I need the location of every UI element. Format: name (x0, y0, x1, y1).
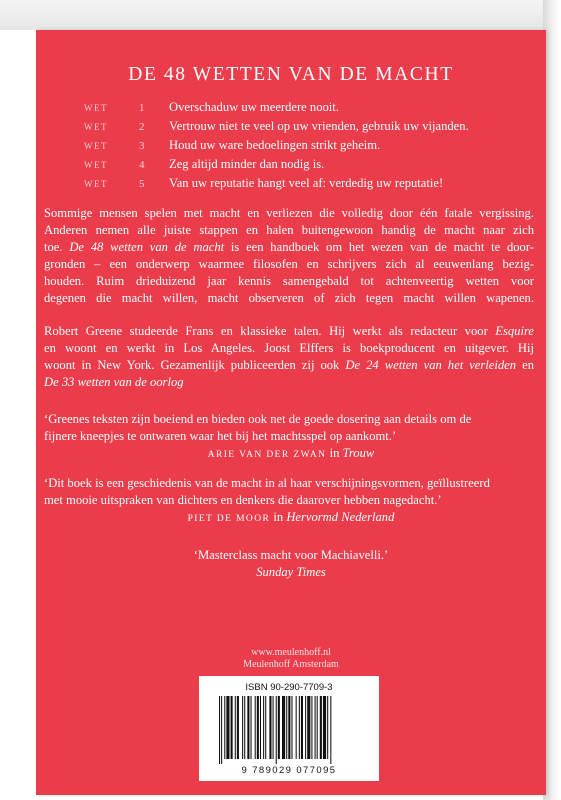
bio-line (44, 374, 534, 391)
description-line: gronden – een onderwerp waarmee filosofen en schrijvers zich al eeuwenlang bezig- (44, 257, 534, 271)
text-fragment: Robert Greene studeerde Frans en klassieke talen. Hij werkt als redacteur voor (44, 324, 488, 338)
law-item (84, 138, 534, 157)
barcode-bar (299, 696, 300, 759)
law-text: Zeg altijd minder dan nodig is. (169, 157, 325, 171)
barcode-bar (301, 696, 303, 759)
description-line: houden. Ruim drieduizend jaar kennis samengebald tot achtenveertig wetten voor (44, 274, 534, 288)
barcode-bar (286, 696, 287, 759)
background-top-edge (0, 0, 561, 30)
barcode-bar (278, 696, 280, 759)
barcode-bar (257, 696, 259, 759)
description-line: Sommige mensen spelen met macht en verliezen die volledig door één fatale vergissing. (44, 206, 534, 220)
barcode-bar (231, 696, 233, 759)
text-fragment: is een handboek om het wezen van de macht te door- (230, 240, 534, 254)
barcode-bar (315, 696, 316, 759)
barcode-bar (263, 696, 264, 759)
barcode-bar (219, 696, 220, 764)
review-quote (44, 411, 538, 464)
law-text: Houd uw ware bedoelingen strikt geheim. (169, 138, 381, 152)
law-item (84, 157, 534, 176)
back-cover (36, 30, 546, 795)
quote-line: met mooie uitspraken van dichters en denkers die daarover hebben nagedacht.’ (44, 493, 442, 507)
law-number: 3 (139, 140, 145, 152)
barcode-bar (242, 696, 243, 759)
law-number: 2 (139, 121, 145, 133)
law-label: WET (84, 160, 108, 170)
barcode-bar (247, 696, 249, 759)
law-item (84, 100, 534, 119)
barcode-bar (305, 696, 306, 759)
barcode-icon (217, 696, 361, 764)
reviewer-name: PIET DE MOOR (187, 514, 271, 524)
laws-list (84, 100, 534, 195)
barcode-bar (244, 696, 245, 759)
quote-attribution (44, 445, 538, 464)
barcode-bar (296, 696, 297, 759)
quote-line: fijnere kneepjes te ontwaren waar het bij het machtsspel op aankomt.’ (44, 429, 397, 443)
description-line: Anderen nemen alle juiste stappen en halen buitengewoon handig de macht naar zich (44, 223, 534, 237)
barcode-bar (251, 696, 252, 759)
quote-line: ‘Greenes teksten zijn boeiend en bieden ook net de goede dosering aan details om de (44, 412, 472, 426)
text-fragment: in (329, 446, 340, 460)
publisher-name: Meulenhoff Amsterdam (243, 659, 339, 670)
law-text: Overschaduw uw meerdere nooit. (169, 100, 339, 114)
text-fragment: toe. (44, 240, 63, 254)
barcode-bar (282, 696, 285, 759)
barcode-bar (288, 696, 290, 759)
publication-name: Trouw (342, 446, 375, 460)
bio-line (44, 323, 534, 340)
barcode-bar (265, 696, 266, 759)
book-title-reference: De 48 wetten van de macht (69, 240, 225, 254)
review-quote (36, 547, 546, 581)
law-item (84, 119, 534, 138)
book-description (44, 205, 534, 307)
law-number: 1 (139, 102, 145, 114)
law-label: WET (84, 122, 108, 132)
law-text: Vertrouw niet te veel op uw vrienden, gebruik uw vijanden. (169, 119, 469, 133)
bio-line (44, 357, 534, 374)
publication-name: Sunday Times (256, 565, 326, 579)
law-number: 5 (139, 178, 145, 190)
publication-name: Hervormd Nederland (286, 510, 395, 524)
barcode-bar (226, 696, 229, 759)
barcode-bar (260, 696, 261, 759)
law-label: WET (84, 141, 108, 151)
description-line (44, 239, 534, 256)
description-line: degenen die macht willen, macht observeren of zich tegen macht willen wapenen. (44, 291, 534, 305)
magazine-title: Esquire (495, 324, 534, 338)
barcode-bar (255, 696, 256, 759)
law-number: 4 (139, 159, 145, 171)
author-bio (44, 323, 534, 391)
publisher-url: www.meulenhoff.nl (251, 647, 331, 658)
barcode-bar (235, 696, 236, 759)
barcode-bar (320, 696, 322, 759)
barcode-sticker (199, 676, 379, 781)
quote-attribution (44, 509, 538, 528)
barcode-bar (307, 696, 310, 759)
barcode-bar (273, 696, 274, 759)
book-title: DE 48 WETTEN VAN DE MACHT (128, 64, 454, 85)
barcode-bar (330, 696, 331, 764)
quote-attribution (36, 564, 546, 581)
barcode-bar (276, 696, 277, 764)
barcode-bar (237, 696, 239, 759)
quote-line: ‘Masterclass macht voor Machiavelli.’ (193, 548, 389, 562)
barcode-bar (317, 696, 318, 759)
text-fragment: woont in New York. Gezamenlijk publiceerden zij ook (44, 358, 340, 372)
barcode-bar (221, 696, 222, 764)
law-text: Van uw reputatie hangt veel af: verdedig uw reputatie! (169, 176, 444, 190)
barcode-bar (311, 696, 312, 759)
bio-line: en woont en werkt in Los Angeles. Joost Elffers is boekproducent en uitgever. Hij (44, 341, 534, 355)
publisher-info (36, 647, 546, 671)
law-item (84, 176, 534, 195)
text-fragment: en (522, 358, 534, 372)
barcode-bar (269, 696, 271, 759)
barcode-bar (323, 696, 326, 759)
isbn-text: ISBN 90-290-7709-3 (245, 682, 333, 693)
barcode-bar (327, 696, 328, 759)
barcode-bar (291, 696, 292, 759)
barcode-bar (224, 696, 225, 759)
book-title-reference: De 24 wetten van het verleiden (345, 358, 517, 372)
quote-line: ‘Dit boek is een geschiedenis van de macht in al haar verschijningsvormen, geïllustreerd (44, 476, 490, 490)
ean-number: 9 789029 077095 (241, 765, 337, 776)
book-title-reference: De 33 wetten van de oorlog (44, 375, 184, 389)
law-label: WET (84, 179, 108, 189)
law-label: WET (84, 103, 108, 113)
reviewer-name: ARIE VAN DER ZWAN (207, 450, 327, 460)
text-fragment: in (273, 510, 284, 524)
review-quote (44, 475, 538, 528)
